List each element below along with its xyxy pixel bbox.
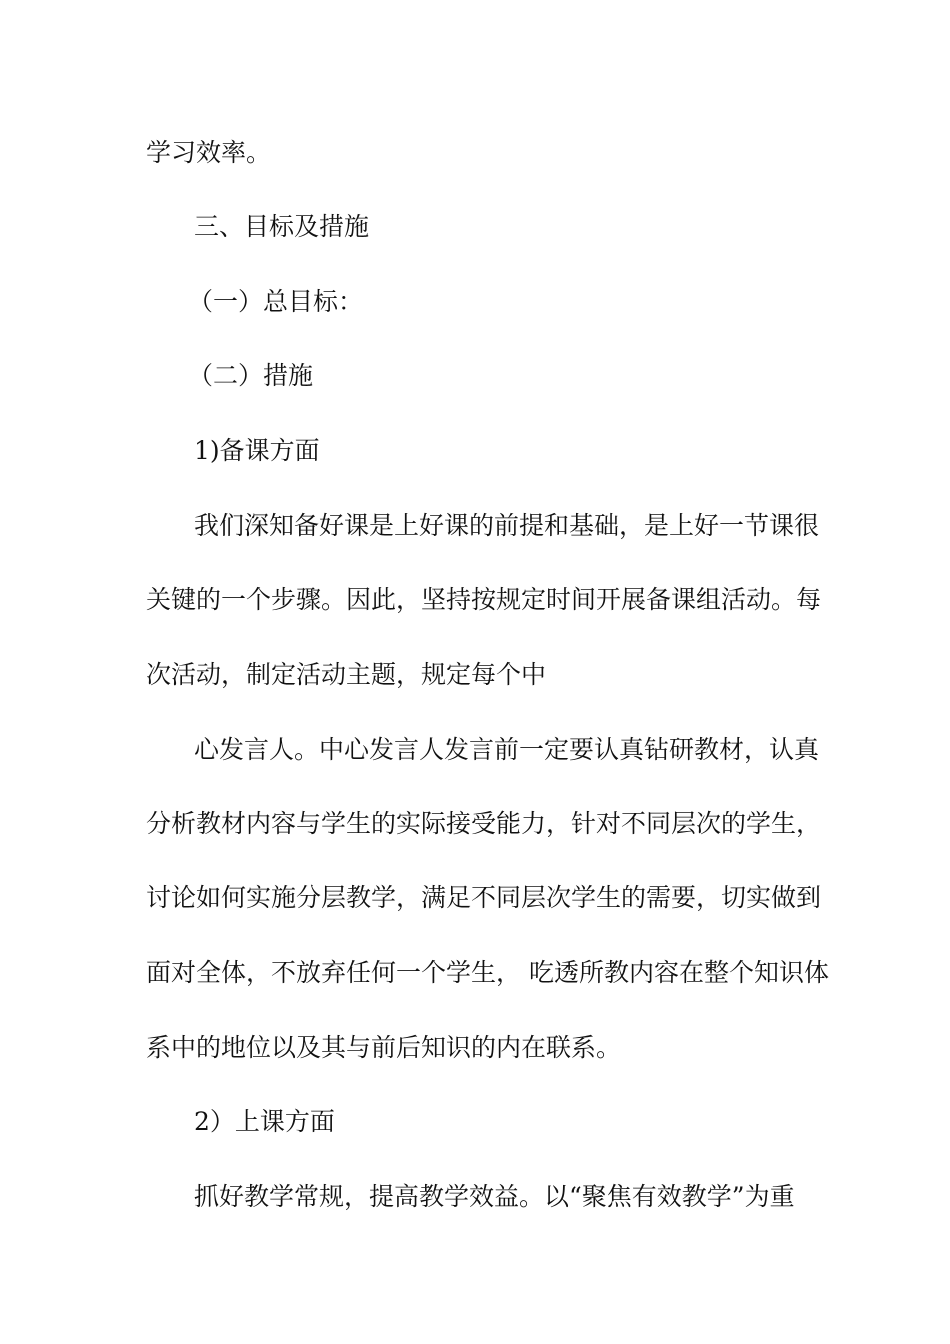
subsection-heading: （一）总目标：	[188, 287, 364, 316]
text-line: 面对全体，不放弃任何一个学生， 吃透所教内容在整个知识体	[146, 958, 829, 987]
text-line: 讨论如何实施分层教学，满足不同层次学生的需要，切实做到	[146, 883, 822, 912]
section-heading: 三、目标及措施	[194, 212, 370, 241]
subsection-heading: （二）措施	[188, 361, 314, 390]
item-heading: 2）上课方面	[194, 1107, 335, 1136]
text-line: 学习效率。	[146, 138, 272, 167]
text-line: 分析教材内容与学生的实际接受能力，针对不同层次的学生，	[146, 809, 822, 838]
text-line: 系中的地位以及其与前后知识的内在联系。	[146, 1033, 622, 1062]
text-line: 关键的一个步骤。因此，坚持按规定时间开展备课组活动。每	[146, 585, 822, 614]
item-heading: 1)备课方面	[194, 436, 320, 465]
text-line: 抓好教学常规，提高教学效益。以“聚焦有效教学”为重	[194, 1182, 795, 1211]
text-line: 我们深知备好课是上好课的前提和基础，是上好一节课很	[194, 511, 820, 540]
text-line: 次活动，制定活动主题，规定每个中	[146, 660, 547, 689]
text-line: 心发言人。中心发言人发言前一定要认真钻研教材，认真	[194, 735, 820, 764]
